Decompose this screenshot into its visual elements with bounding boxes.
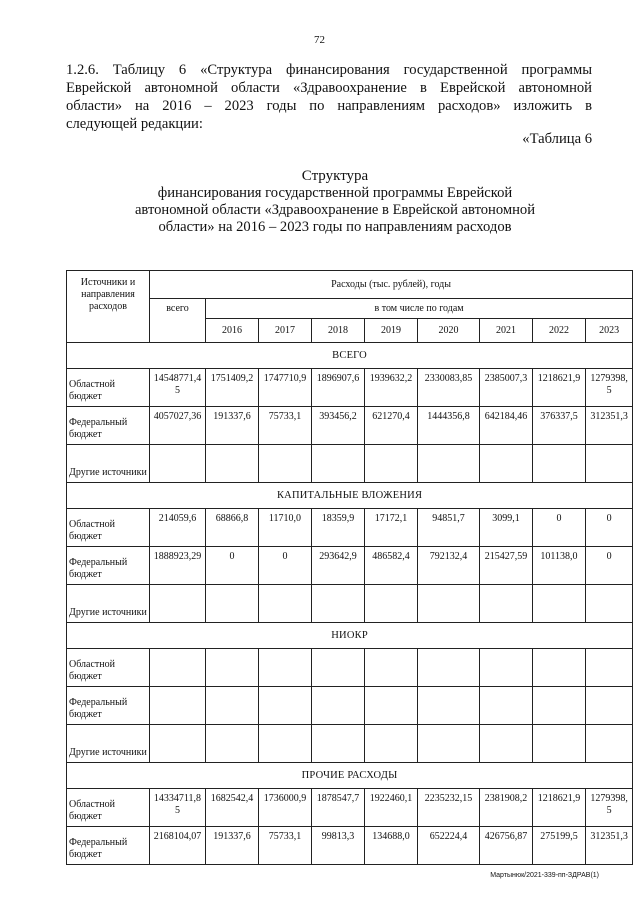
- value-cell: [259, 725, 312, 763]
- value-cell: [418, 649, 480, 687]
- row-label: Областной бюджет: [67, 369, 150, 407]
- value-cell: [418, 445, 480, 483]
- row-label: Федеральный бюджет: [67, 547, 150, 585]
- value-cell: 1896907,6: [312, 369, 365, 407]
- value-cell: 642184,46: [480, 407, 533, 445]
- row-label: Федеральный бюджет: [67, 407, 150, 445]
- value-cell: [533, 445, 586, 483]
- section-row: [67, 623, 633, 649]
- value-cell: [533, 585, 586, 623]
- value-cell: 1888923,29: [150, 547, 206, 585]
- value-cell: 2385007,3: [480, 369, 533, 407]
- section-title: КАПИТАЛЬНЫЕ ВЛОЖЕНИЯ: [67, 483, 633, 509]
- title-line: Структура: [301, 168, 369, 184]
- intro-line: Еврейской автономной области «Здравоохранение в Еврейской автономной: [66, 80, 592, 96]
- year-header: 2016: [206, 319, 259, 343]
- value-cell: 792132,4: [418, 547, 480, 585]
- value-cell: 2330083,85: [418, 369, 480, 407]
- value-cell: [150, 445, 206, 483]
- document-footer: Мартынюк/2021-339-пп-ЗДРАВ(1): [490, 872, 599, 879]
- value-cell: 0: [586, 509, 633, 547]
- section-title: ПРОЧИЕ РАСХОДЫ: [67, 763, 633, 789]
- value-cell: [259, 687, 312, 725]
- value-cell: [365, 687, 418, 725]
- row-label: Областной бюджет: [67, 649, 150, 687]
- year-header: 2022: [533, 319, 586, 343]
- value-cell: 75733,1: [259, 407, 312, 445]
- value-cell: 652224,4: [418, 827, 480, 865]
- section-row: [67, 483, 633, 509]
- table-row: [67, 509, 633, 547]
- year-header: 2019: [365, 319, 418, 343]
- value-cell: 1279398,5: [586, 789, 633, 827]
- row-label: Другие источники: [67, 445, 150, 483]
- value-cell: 68866,8: [206, 509, 259, 547]
- value-cell: [312, 687, 365, 725]
- table-reference: «Таблица 6: [522, 131, 592, 147]
- value-cell: [206, 687, 259, 725]
- value-cell: [480, 445, 533, 483]
- value-cell: 1922460,1: [365, 789, 418, 827]
- value-cell: 1682542,4: [206, 789, 259, 827]
- value-cell: 1279398,5: [586, 369, 633, 407]
- row-label: Областной бюджет: [67, 789, 150, 827]
- value-cell: 101138,0: [533, 547, 586, 585]
- value-cell: [150, 725, 206, 763]
- value-cell: [365, 445, 418, 483]
- page-number: 72: [314, 34, 325, 46]
- table-row: [67, 687, 633, 725]
- value-cell: 2168104,07: [150, 827, 206, 865]
- table-row: [67, 585, 633, 623]
- value-cell: [259, 445, 312, 483]
- value-cell: [150, 687, 206, 725]
- value-cell: [480, 687, 533, 725]
- value-cell: 1751409,2: [206, 369, 259, 407]
- value-cell: [312, 649, 365, 687]
- value-cell: 14548771,45: [150, 369, 206, 407]
- table-row: [67, 445, 633, 483]
- value-cell: [365, 585, 418, 623]
- value-cell: 214059,6: [150, 509, 206, 547]
- value-cell: 312351,3: [586, 827, 633, 865]
- value-cell: 486582,4: [365, 547, 418, 585]
- financing-table: [66, 270, 633, 865]
- row-label: Другие источники: [67, 725, 150, 763]
- value-cell: 3099,1: [480, 509, 533, 547]
- header-row: [67, 299, 633, 319]
- value-cell: [418, 585, 480, 623]
- value-cell: [533, 725, 586, 763]
- table-row: [67, 827, 633, 865]
- section-title: ВСЕГО: [67, 343, 633, 369]
- title-line: финансирования государственной программы Еврейской: [157, 185, 513, 201]
- value-cell: [259, 649, 312, 687]
- financing-table-container: [66, 270, 639, 860]
- table-row: [67, 369, 633, 407]
- value-cell: 1736000,9: [259, 789, 312, 827]
- value-cell: [480, 649, 533, 687]
- value-cell: [586, 687, 633, 725]
- value-cell: 2381908,2: [480, 789, 533, 827]
- value-cell: 2235232,15: [418, 789, 480, 827]
- value-cell: 293642,9: [312, 547, 365, 585]
- value-cell: 134688,0: [365, 827, 418, 865]
- value-cell: [533, 649, 586, 687]
- value-cell: 426756,87: [480, 827, 533, 865]
- value-cell: [259, 585, 312, 623]
- value-cell: 0: [533, 509, 586, 547]
- header-row: [67, 271, 633, 299]
- value-cell: [206, 725, 259, 763]
- value-cell: [206, 585, 259, 623]
- value-cell: 0: [259, 547, 312, 585]
- value-cell: [418, 687, 480, 725]
- year-header: 2017: [259, 319, 312, 343]
- value-cell: [586, 725, 633, 763]
- value-cell: 1218621,9: [533, 789, 586, 827]
- value-cell: [418, 725, 480, 763]
- value-cell: [480, 725, 533, 763]
- value-cell: 1878547,7: [312, 789, 365, 827]
- year-header: 2020: [418, 319, 480, 343]
- year-header: 2021: [480, 319, 533, 343]
- table-row: [67, 547, 633, 585]
- title-line: области» на 2016 – 2023 годы по направлениям расходов: [158, 219, 512, 235]
- value-cell: 191337,6: [206, 827, 259, 865]
- value-cell: [312, 725, 365, 763]
- by-years-header: в том числе по годам: [206, 299, 633, 319]
- section-title: НИОКР: [67, 623, 633, 649]
- value-cell: 17172,1: [365, 509, 418, 547]
- value-cell: 1939632,2: [365, 369, 418, 407]
- value-cell: 1747710,9: [259, 369, 312, 407]
- table-title: [100, 168, 570, 236]
- total-header: всего: [150, 299, 206, 343]
- value-cell: [586, 585, 633, 623]
- expenses-header: Расходы (тыс. рублей), годы: [150, 271, 633, 299]
- row-label: Областной бюджет: [67, 509, 150, 547]
- value-cell: [586, 649, 633, 687]
- value-cell: 75733,1: [259, 827, 312, 865]
- value-cell: 312351,3: [586, 407, 633, 445]
- value-cell: [365, 725, 418, 763]
- value-cell: [150, 649, 206, 687]
- intro-line: области» на 2016 – 2023 годы по направлениям расходов» изложить в: [66, 98, 592, 114]
- value-cell: [533, 687, 586, 725]
- table-row: [67, 725, 633, 763]
- row-label: Другие источники: [67, 585, 150, 623]
- table-body: [67, 271, 633, 865]
- value-cell: 621270,4: [365, 407, 418, 445]
- value-cell: 376337,5: [533, 407, 586, 445]
- title-line: автономной области «Здравоохранение в Еврейской автономной: [134, 202, 536, 218]
- table-row: [67, 407, 633, 445]
- sources-header: Источники и направления расходов: [67, 271, 150, 343]
- value-cell: 14334711,85: [150, 789, 206, 827]
- value-cell: [586, 445, 633, 483]
- row-label: Федеральный бюджет: [67, 687, 150, 725]
- value-cell: 0: [206, 547, 259, 585]
- section-row: [67, 763, 633, 789]
- value-cell: 18359,9: [312, 509, 365, 547]
- value-cell: 0: [586, 547, 633, 585]
- value-cell: [206, 445, 259, 483]
- row-label: Федеральный бюджет: [67, 827, 150, 865]
- value-cell: [150, 585, 206, 623]
- year-header: 2018: [312, 319, 365, 343]
- intro-paragraph: [66, 61, 592, 133]
- section-row: [67, 343, 633, 369]
- value-cell: [365, 649, 418, 687]
- value-cell: 1444356,8: [418, 407, 480, 445]
- intro-line: следующей редакции:: [66, 116, 203, 132]
- table-row: [67, 789, 633, 827]
- value-cell: 94851,7: [418, 509, 480, 547]
- value-cell: [480, 585, 533, 623]
- value-cell: [206, 649, 259, 687]
- year-header: 2023: [586, 319, 633, 343]
- intro-line: 1.2.6. Таблицу 6 «Структура финансирования государственной программы: [66, 62, 592, 78]
- value-cell: [312, 445, 365, 483]
- value-cell: [312, 585, 365, 623]
- table-row: [67, 649, 633, 687]
- value-cell: 275199,5: [533, 827, 586, 865]
- value-cell: 1218621,9: [533, 369, 586, 407]
- value-cell: 191337,6: [206, 407, 259, 445]
- value-cell: 215427,59: [480, 547, 533, 585]
- value-cell: 99813,3: [312, 827, 365, 865]
- value-cell: 393456,2: [312, 407, 365, 445]
- value-cell: 11710,0: [259, 509, 312, 547]
- value-cell: 4057027,36: [150, 407, 206, 445]
